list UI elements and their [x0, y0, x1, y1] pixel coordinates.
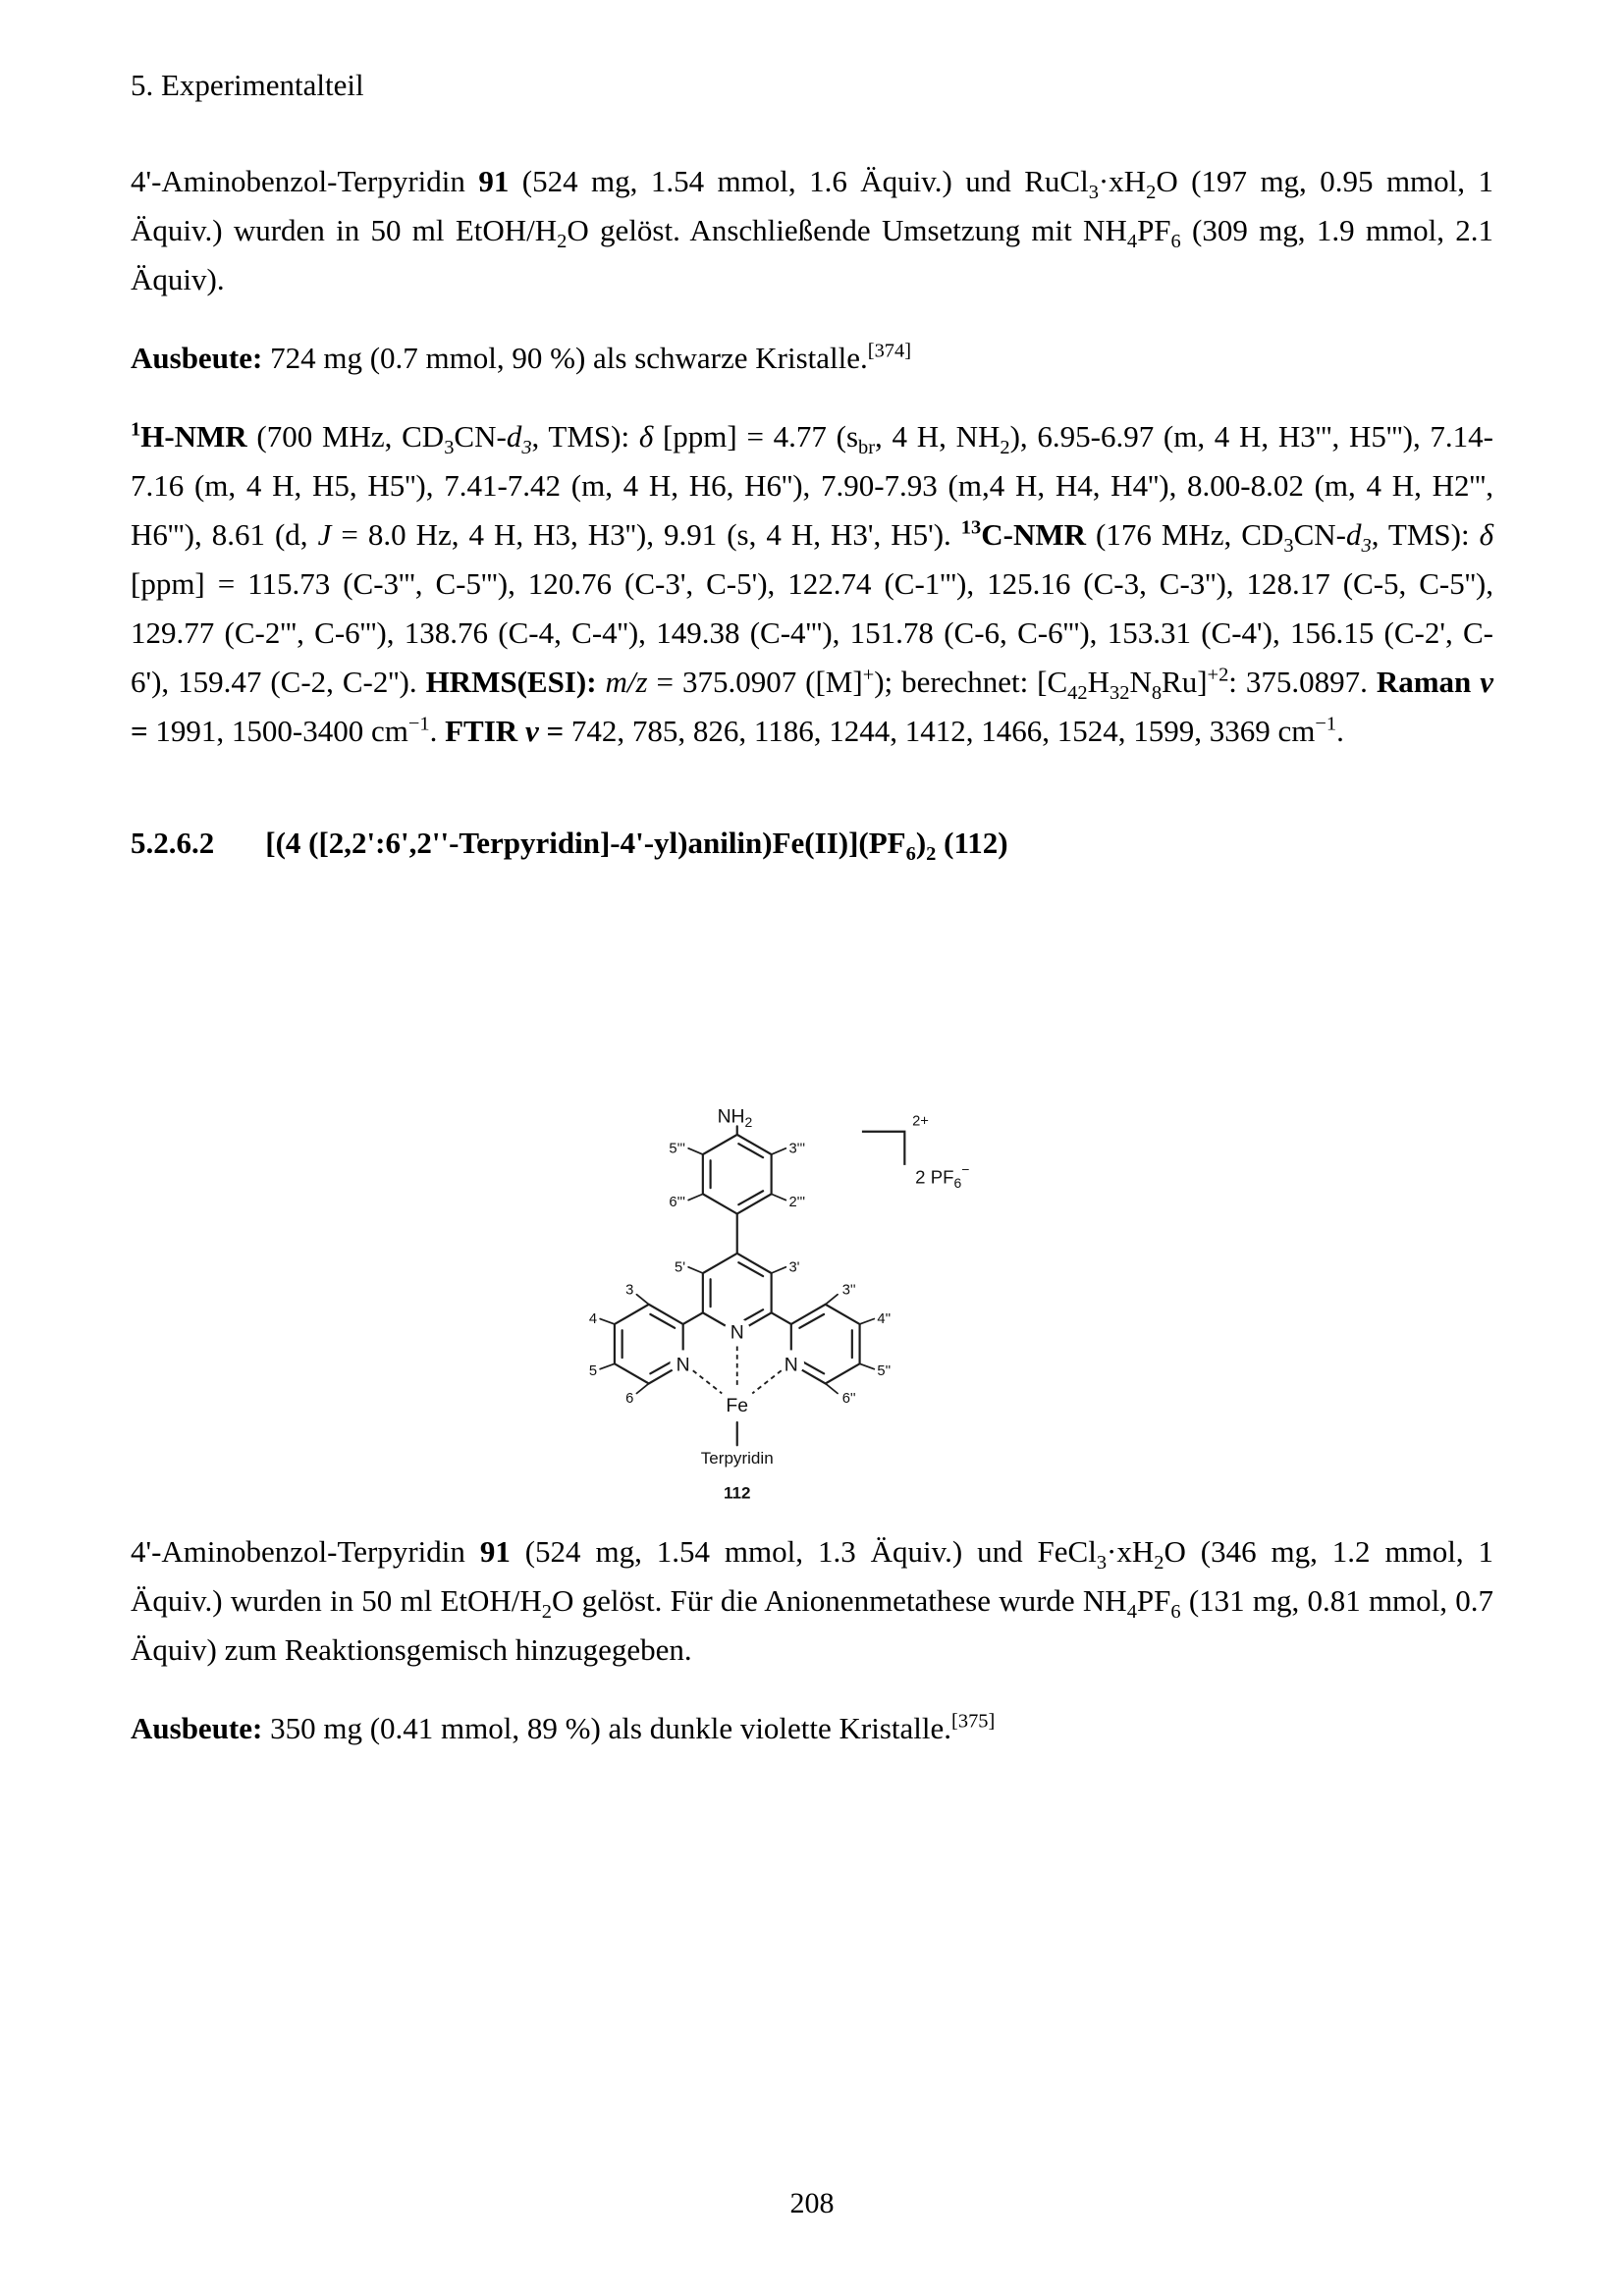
- section-heading: [131, 819, 1493, 868]
- position-label: 3'': [841, 1282, 856, 1299]
- charge-label: 2+: [912, 1113, 929, 1130]
- aniline-ring: [703, 1135, 772, 1214]
- counterion-label: 2 $PF_6^-$: [915, 1161, 970, 1192]
- paragraph-yield-fe: Ausbeute: 350 mg (0.41 mmol, 89 %) als dunkle violette Kristalle.[375]: [131, 1710, 996, 1745]
- position-label: 6'': [841, 1390, 856, 1407]
- right-pyridine-ring: [791, 1305, 860, 1384]
- position-label: 2''': [788, 1194, 806, 1210]
- section-number: 5.2.6.2: [131, 826, 215, 860]
- position-label: 5''': [669, 1141, 686, 1157]
- paragraph-synthesis-fe: 4'-Aminobenzol-Terpyridin 91 (524 mg, 1.54 mmol, 1.3 Äquiv.) und $FeCl_3\cdot xH_2O$ (346 mg, 1.2 mmol, 1 Äquiv.) wurden in 50 ml EtOH/$H_2O$ gelöst. Für die Anionenmetathese wurde $NH_4PF_6$ (131 mg, 0.81 mmol, 0.7 Äquiv) zum Reaktionsgemisch hinzugegeben.: [131, 1534, 1493, 1667]
- position-label: 3: [625, 1282, 634, 1299]
- nitrogen-atom-label: N: [676, 1354, 690, 1376]
- fe-center-label: Fe: [726, 1395, 749, 1417]
- terpyridine-ligand-label: Terpyridin: [700, 1448, 774, 1468]
- paragraph-yield-ru: Ausbeute: 724 mg (0.7 mmol, 90 %) als schwarze Kristalle.[374]: [131, 340, 912, 375]
- position-label: 4'': [877, 1311, 892, 1328]
- position-label: 3''': [788, 1141, 806, 1157]
- position-label: 5'': [877, 1362, 892, 1379]
- section-title: [(4 $([2,2':6',2''-Terpyridin]-4'-yl)anilin)Fe(II)](PF_6)_2$ (112): [265, 826, 1008, 866]
- page-number: 208: [789, 2187, 835, 2219]
- paragraph-nmr-data: $^1$H-NMR (700 MHz, $CD_3CN-d_3$, TMS): δ [ppm] = 4.77 ($s_{br}$, 4 H, $NH_2$), 6.95-6.97 (m, 4 H, H3''', H5'''), 7.14-7.16 (m, 4 H, H5, H5''), 7.41-7.42 (m, 4 H, H6, H6''), 7.90-7.93 (m,4 H, H4, H4''), 8.00-8.02 (m, 4 H, H2''', H6'''), 8.61 (d, J = 8.0 Hz, 4 H, H3, H3''), 9.91 (s, 4 H, H3', H5'). $^{13}$C-NMR (176 MHz, $CD_3CN-d_3$, TMS): δ [ppm] = 115.73 (C-3''', C-5'''), 120.76 (C-3', C-5'), 122.74 (C-1'''), 125.16 (C-3, C-3''), 128.17 (C-5, C-5''), 129.77 (C-2''', C-6'''), 138.76 (C-4, C-4''), 149.38 (C-4'''), 151.78 (C-6, C-6'''), 153.31 (C-4'), 156.15 (C-2', C-6'), 159.47 (C-2, C-2''). HRMS(ESI): m/z = 375.0907 ([M]+); berechnet: $[C_{42}H_{32}N_8Ru]^{+2}$: 375.0897. Raman ν = 1991, 1500-3400 $cm^{-1}$. FTIR ν = 742, 785, 826, 1186, 1244, 1412, 1466, 1524, 1599, 3369 $cm^{-1}$.: [131, 418, 1494, 748]
- chapter-header: 5. Experimentalteil: [131, 68, 364, 102]
- position-label: 5: [588, 1362, 598, 1379]
- nh2-label: $NH_2$: [717, 1105, 753, 1131]
- structure-diagram: [539, 1094, 981, 1527]
- nitrogen-atom-label: N: [730, 1321, 744, 1344]
- position-label: 6''': [669, 1194, 686, 1210]
- position-label: 5': [675, 1259, 686, 1276]
- compound-number: 112: [723, 1483, 751, 1503]
- position-label: 4: [588, 1311, 598, 1328]
- charge-bracket: [862, 1132, 904, 1165]
- position-label: 3': [788, 1259, 800, 1276]
- left-pyridine-ring: [615, 1305, 683, 1384]
- position-label: 6: [625, 1390, 634, 1407]
- coordination-dashes: [693, 1346, 782, 1393]
- figure-structure: [539, 1094, 981, 1527]
- nitrogen-atom-label: N: [784, 1354, 798, 1376]
- paragraph-synthesis-ru: 4'-Aminobenzol-Terpyridin 91 (524 mg, 1.54 mmol, 1.6 Äquiv.) und $RuCl_3\cdot xH_2O$ (197 mg, 0.95 mmol, 1 Äquiv.) wurden in 50 ml EtOH/$H_2O$ gelöst. Anschließende Umsetzung mit $NH_4PF_6$ (309 mg, 1.9 mmol, 2.1 Äquiv).: [131, 164, 1493, 296]
